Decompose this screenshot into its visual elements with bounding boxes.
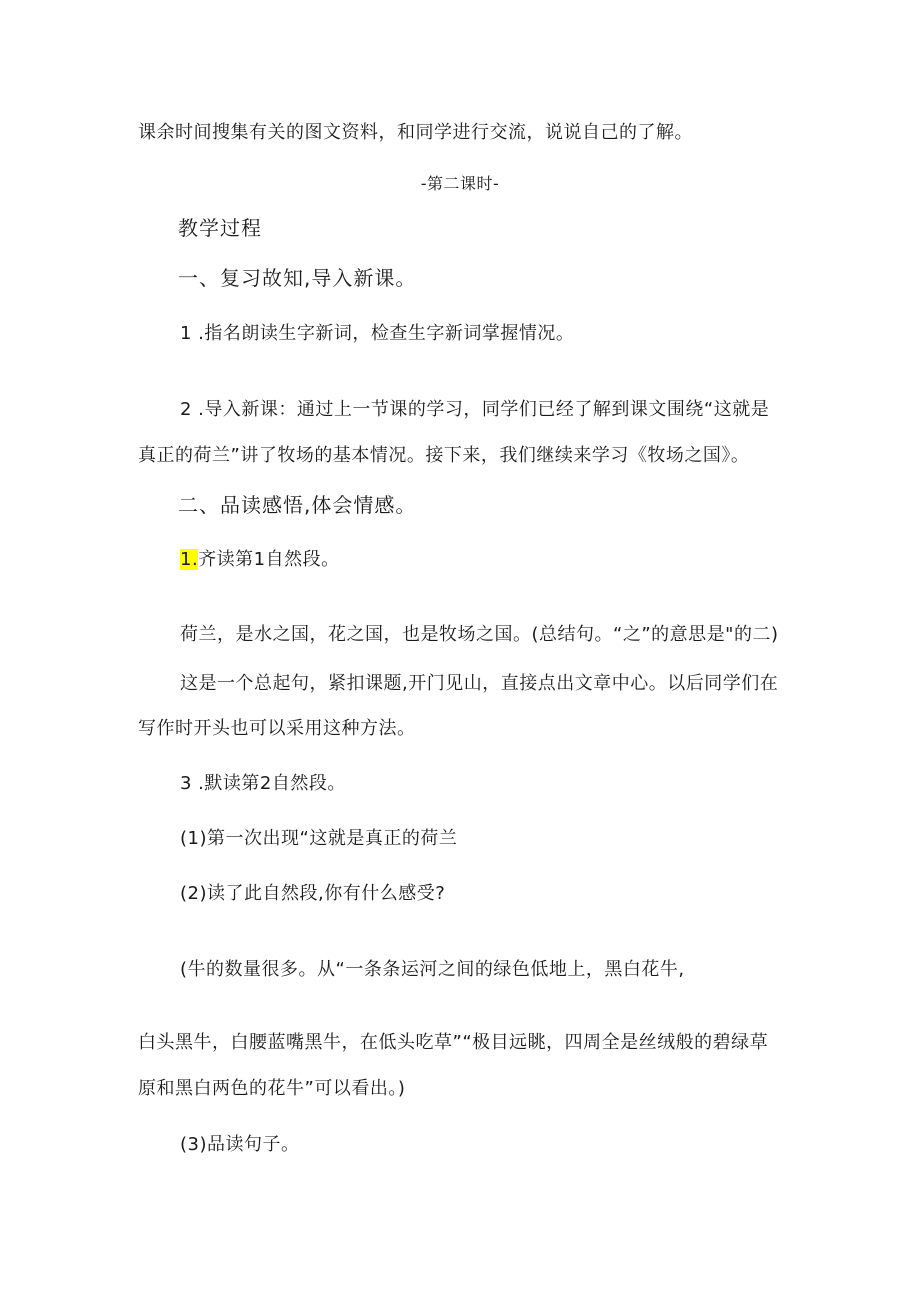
text-line-holland-quote: 荷兰，是水之国，花之国，也是牧场之国。(总结句。“之”的意思是"的二) (180, 624, 779, 645)
list-item-introduce-lesson: 2 .导入新课：通过上一节课的学习，同学们已经了解到课文围绕“这就是 (180, 399, 770, 420)
text-line-cattle-continuation: 白头黑牛，白腰蓝嘴黑牛，在低头吃草”“极目远眺，四周全是丝绒般的碧绿草 (138, 1032, 769, 1053)
list-item-read-new-words: 1 .指名朗读生字新词，检查生字新词掌握情况。 (180, 323, 575, 344)
section-heading-appreciation: 二、品读感悟,体会情感。 (178, 493, 417, 517)
section-heading-teaching-process: 教学过程 (178, 216, 262, 240)
list-item-text: 齐读第1自然段。 (198, 549, 340, 570)
sub-item-2: (2)读了此自然段,你有什么感受? (180, 883, 446, 904)
text-line-explanation: 这是一个总起句，紧扣课题,开门见山，直接点出文章中心。以后同学们在 (180, 673, 779, 694)
list-item-read-paragraph-1 (180, 548, 340, 572)
sub-item-3: (3)品读句子。 (180, 1134, 300, 1155)
text-line-continuation: 真正的荷兰”讲了牧场的基本情况。接下来，我们继续来学习《牧场之国》。 (138, 445, 750, 466)
section-heading-review: 一、复习故知,导入新课。 (178, 266, 417, 290)
text-line-extracurricular: 课余时间搜集有关的图文资料，和同学进行交流，说说自己的了解。 (138, 122, 693, 143)
text-line-cattle-answer: (牛的数量很多。从“一条条运河之间的绿色低地上，黑白花牛, (180, 959, 685, 980)
lesson-subtitle: -第二课时- (420, 174, 500, 193)
text-line-writing-tip: 写作时开头也可以采用这种方法。 (138, 718, 416, 739)
text-line-cattle-end: 原和黑白两色的花牛”可以看出。) (138, 1078, 406, 1099)
list-item-read-paragraph-2: 3 .默读第2自然段。 (180, 773, 346, 794)
highlighted-number: 1. (180, 549, 199, 570)
sub-item-1: (1)第一次出现“这就是真正的荷兰 (180, 828, 458, 849)
